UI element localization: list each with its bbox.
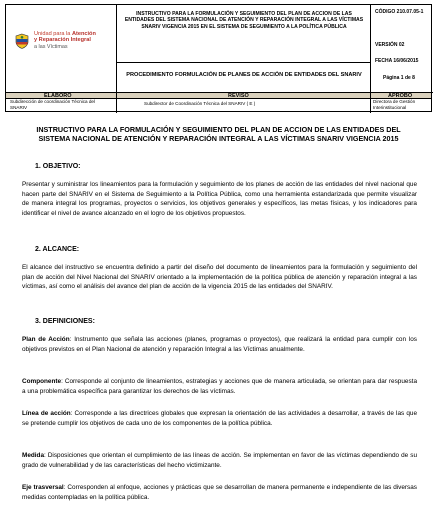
logo-text	[34, 31, 114, 50]
logo-cell	[6, 5, 117, 76]
instructivo-title-cell	[117, 5, 371, 63]
col-aprobo: APROBÓ	[388, 93, 413, 99]
logo-cell-lower	[6, 76, 117, 93]
definition-text: : Corresponde a las directrices globales que expresan la orientación de las actividades a desarrollar, a través de las que se pretende cumplir los objetivos de cada uno de los componentes de la política pública.	[22, 410, 417, 427]
definition-term: Componente	[22, 378, 62, 385]
page-number: Página 1 de 8	[383, 75, 415, 81]
logo-line1-accent: Atención	[71, 31, 96, 37]
definition-item	[22, 377, 417, 396]
document-code: CÓDIGO 210.07.05-1	[375, 9, 424, 15]
document-header-table	[5, 4, 432, 112]
col-elaboro: ELABORÓ	[44, 93, 72, 99]
aprobo-value: Directora de Gestión Interinstitucional	[373, 99, 416, 110]
definition-term: Plan de Acción	[22, 336, 70, 343]
reviso-value: Subdirector de Coordinación Técnica del SNARIV ( E )	[144, 101, 256, 106]
logo-line3: a las Víctimas	[34, 43, 68, 50]
definition-text: : Instrumento que señala las acciones (planes, programas o proyectos), que realizará la entidad para cumplir con los objetivos previstos en el Plan Nacional de atención y reparación Integral a las Víctimas anualmente.	[22, 336, 417, 353]
col-reviso: REVISÓ	[228, 93, 249, 99]
document-title: INSTRUCTIVO PARA LA FORMULACIÓN Y SEGUIMIENTO DEL PLAN DE ACCION DE LAS ENTIDADES DEL SISTEMA NACIONAL DE ATENCIÓN Y REPARACIÓN INTEGRAL A LAS VÍCTIMAS SNARIV VIGENCIA 2015	[36, 125, 401, 144]
definition-item	[22, 409, 417, 428]
instructivo-title: INSTRUCTIVO PARA LA FORMULACIÓN Y SEGUIMIENTO DEL PLAN DE ACCION DE LAS ENTIDADES DEL SISTEMA NACIONAL DE ATENCIÓN Y REPARACIÓN INTEGRAL A LAS VÍCTIMAS SNARIV VIGENCIA 2015 EN EL SISTEMA DE SEGUIMIENTO A LA POLÍTICA PÚBLICA	[124, 11, 364, 30]
section-text-alcance: El alcance del instructivo se encuentra definido a partir del diseño del documento de lineamientos para la formulación y seguimiento del plan de acción del Nivel Nacional del SNARIV orientado a la implementación de la política pública de atención y reparación integral a las víctimas, así como el análisis del avance del plan de acción de la vigencia 2015 de las entidades del SNARIV.	[22, 264, 417, 291]
elaboro-value: Subdirección de coordinación Técnica del SNARIV	[10, 99, 95, 110]
definition-term: Eje trasversal	[22, 484, 64, 491]
document-version: VERSIÓN 02	[375, 42, 405, 48]
approval-values-row	[6, 99, 431, 112]
document-date: FECHA 16/06/2015	[375, 58, 419, 64]
section-heading-alcance: 2. ALCANCE:	[35, 246, 80, 253]
section-heading-definiciones: 3. DEFINICIONES:	[35, 318, 95, 325]
logo-line1: Unidad para la	[34, 31, 71, 37]
section-text-objetivo: Presentar y suministrar los lineamientos para la formulación y seguimiento de los planes de acción de las entidades del nivel nacional que hacen parte del SNARIV en el Sistema de Seguimiento a la Política Pública, como una herramienta estandarizada que permite visualizar de manera integral los programas, proyectos o servicios, los objetivos generales y específicos, las metas físicas, y los indicadores para identificar el nivel de avance alcanzado en el logro de los objetivos propuestos.	[22, 181, 417, 217]
document-code-cell	[371, 5, 433, 93]
definition-item	[22, 335, 417, 354]
section-heading-objetivo: 1. OBJETIVO:	[35, 163, 81, 170]
procedimiento-cell	[117, 63, 371, 93]
logo-line2: y Reparación Integral	[34, 37, 91, 44]
definition-text: : Corresponde al conjunto de lineamientos, estrategias y acciones que de manera articulada, se orientan para dar respuesta a una problemática específica para garantizar los derechos de las víctimas.	[22, 378, 417, 395]
definition-text: : Disposiciones que orientan el cumplimiento de las líneas de acción. Se implementan en favor de las víctimas dependiendo de su grado de vulnerabilidad y de las características del hecho victimizante.	[22, 452, 417, 469]
definition-text: : Corresponden al enfoque, acciones y prácticas que se desarrollan de manera permanente e independiente de las diversas medidas contempladas en la política pública.	[22, 484, 418, 501]
definition-item	[22, 451, 417, 470]
coat-of-arms-icon	[14, 33, 30, 49]
definition-term: Línea de acción	[22, 410, 71, 417]
definition-term: Medida	[22, 452, 45, 459]
procedimiento-title: PROCEDIMIENTO FORMULACIÓN DE PLANES DE ACCIÓN DE ENTIDADES DEL SNARIV	[126, 72, 362, 78]
definition-item	[22, 483, 417, 502]
